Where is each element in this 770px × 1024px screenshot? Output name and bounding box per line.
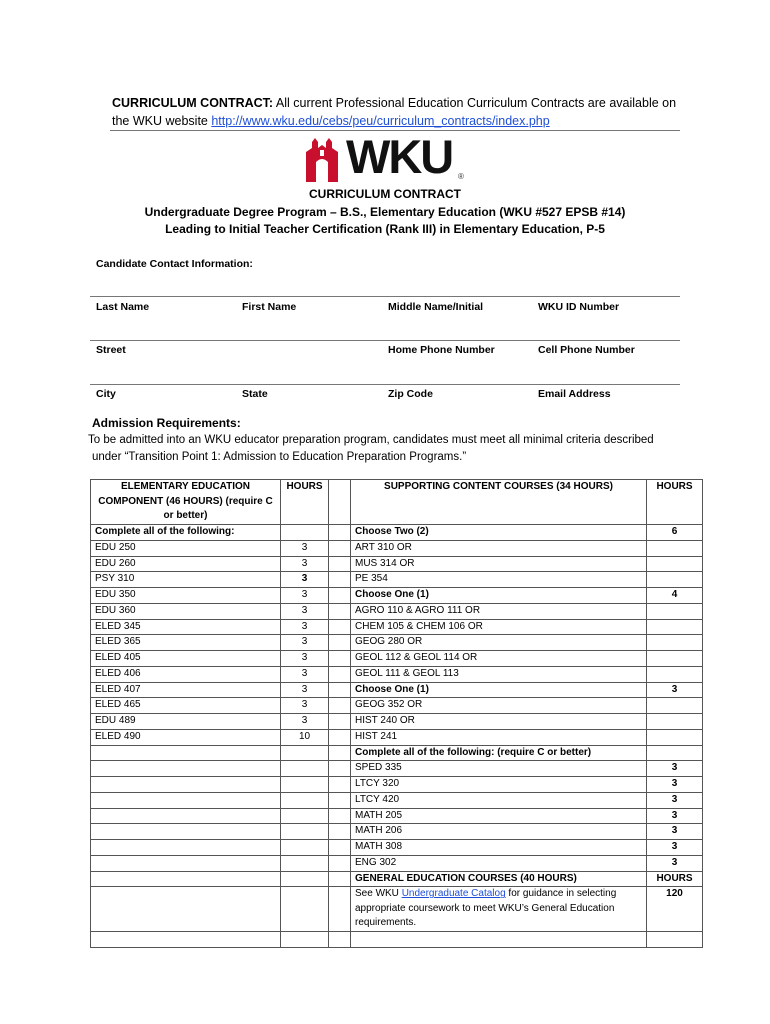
element-hours-cell <box>281 525 329 541</box>
supporting-course-cell: LTCY 420 <box>351 792 647 808</box>
spacer-cell <box>329 792 351 808</box>
supporting-course-cell: HIST 240 OR <box>351 714 647 730</box>
spacer-cell <box>329 603 351 619</box>
spacer-cell <box>329 666 351 682</box>
element-course-cell: EDU 489 <box>91 714 281 730</box>
wku-logo <box>304 130 468 183</box>
element-course-cell <box>91 745 281 761</box>
table-row <box>91 572 703 588</box>
email-label: Email Address <box>538 388 611 400</box>
supporting-content-header: SUPPORTING CONTENT COURSES (34 HOURS) <box>351 480 647 525</box>
contact-row2-line <box>90 340 680 341</box>
supporting-course-cell: Choose One (1) <box>351 682 647 698</box>
table-row <box>91 871 703 887</box>
first-name-label: First Name <box>242 301 297 313</box>
supporting-hours-cell <box>647 651 703 667</box>
element-course-cell: Complete all of the following: <box>91 525 281 541</box>
element-course-cell: ELED 405 <box>91 651 281 667</box>
element-hours-cell <box>281 761 329 777</box>
table-row <box>91 603 703 619</box>
element-course-cell: ELED 407 <box>91 682 281 698</box>
spacer-cell <box>329 698 351 714</box>
supporting-hours-cell <box>647 729 703 745</box>
element-course-cell <box>91 887 281 932</box>
table-row <box>91 855 703 871</box>
element-hours-cell <box>281 792 329 808</box>
supporting-hours-cell: 3 <box>647 840 703 856</box>
supporting-hours-cell <box>647 540 703 556</box>
element-course-cell <box>91 761 281 777</box>
element-course-cell: ELED 345 <box>91 619 281 635</box>
element-course-cell <box>91 932 281 948</box>
curriculum-contracts-link[interactable]: http://www.wku.edu/cebs/peu/curriculum_contracts/index.php <box>211 114 550 128</box>
state-label: State <box>242 388 268 400</box>
intro-label: CURRICULUM CONTRACT: <box>112 96 274 110</box>
table-row <box>91 588 703 604</box>
spacer-cell <box>329 761 351 777</box>
spacer-cell <box>329 932 351 948</box>
supporting-course-cell: Choose Two (2) <box>351 525 647 541</box>
table-header-row <box>91 480 703 525</box>
supporting-hours-cell <box>647 666 703 682</box>
admission-text-line2: under “Transition Point 1: Admission to Education Preparation Programs.” <box>92 451 467 463</box>
undergraduate-catalog-link[interactable]: Undergraduate Catalog <box>401 888 506 900</box>
element-course-cell: EDU 250 <box>91 540 281 556</box>
supporting-hours-cell: HOURS <box>647 871 703 887</box>
supporting-course-cell: PE 354 <box>351 572 647 588</box>
supporting-hours-cell: 6 <box>647 525 703 541</box>
supporting-course-cell: LTCY 320 <box>351 777 647 793</box>
spacer-cell <box>329 887 351 932</box>
intro-paragraph <box>112 94 692 130</box>
contact-row1-line <box>90 296 680 297</box>
home-phone-label: Home Phone Number <box>388 344 495 356</box>
table-row <box>91 666 703 682</box>
element-hours-cell: 3 <box>281 603 329 619</box>
element-course-cell <box>91 840 281 856</box>
element-course-cell: EDU 350 <box>91 588 281 604</box>
middle-name-label: Middle Name/Initial <box>388 301 484 313</box>
supporting-course-cell: GENERAL EDUCATION COURSES (40 HOURS) <box>351 871 647 887</box>
element-course-cell <box>91 824 281 840</box>
element-hours-cell <box>281 824 329 840</box>
element-course-cell <box>91 777 281 793</box>
supporting-course-cell: MATH 206 <box>351 824 647 840</box>
supporting-course-cell: Choose One (1) <box>351 588 647 604</box>
supporting-hours-cell: 3 <box>647 792 703 808</box>
table-row <box>91 777 703 793</box>
table-row <box>91 635 703 651</box>
supporting-hours-cell <box>647 572 703 588</box>
supporting-course-cell: CHEM 105 & CHEM 106 OR <box>351 619 647 635</box>
table-row <box>91 824 703 840</box>
right-hours-header: HOURS <box>647 480 703 525</box>
element-course-cell <box>91 855 281 871</box>
supporting-course-cell: AGRO 110 & AGRO 111 OR <box>351 603 647 619</box>
gen-ed-text-pre: See WKU <box>355 888 402 900</box>
element-course-cell: ELED 490 <box>91 729 281 745</box>
admission-text-line1: To be admitted into an WKU educator preparation program, candidates must meet all minimal criteria described <box>88 434 654 446</box>
spacer-cell <box>329 588 351 604</box>
element-course-cell: ELED 365 <box>91 635 281 651</box>
element-course-cell: PSY 310 <box>91 572 281 588</box>
element-hours-cell: 3 <box>281 714 329 730</box>
certification-title: Leading to Initial Teacher Certification (Rank III) in Elementary Education, P-5 <box>165 222 605 236</box>
supporting-hours-cell <box>647 619 703 635</box>
spacer-cell <box>329 729 351 745</box>
element-hours-cell: 3 <box>281 666 329 682</box>
gen-ed-hours-cell: 120 <box>647 887 703 932</box>
spacer-cell <box>329 745 351 761</box>
element-course-cell: ELED 465 <box>91 698 281 714</box>
element-course-cell: EDU 360 <box>91 603 281 619</box>
cell-phone-label: Cell Phone Number <box>538 344 635 356</box>
element-hours-cell <box>281 932 329 948</box>
spacer-cell <box>329 840 351 856</box>
contract-title: CURRICULUM CONTRACT <box>309 187 461 201</box>
gen-ed-row <box>91 887 703 932</box>
element-hours-cell <box>281 745 329 761</box>
supporting-course-cell: MATH 308 <box>351 840 647 856</box>
supporting-course-cell: GEOL 111 & GEOL 113 <box>351 666 647 682</box>
element-hours-cell: 3 <box>281 572 329 588</box>
supporting-hours-cell: 3 <box>647 855 703 871</box>
gen-ed-text-post: for guidance in selecting appropriate coursework to meet WKU’s General Education requirements. <box>355 888 617 929</box>
wku-cupola-icon <box>304 138 340 182</box>
last-name-label: Last Name <box>96 301 150 313</box>
table-row <box>91 932 703 948</box>
spacer-cell <box>329 651 351 667</box>
element-hours-cell <box>281 777 329 793</box>
element-course-cell: EDU 260 <box>91 556 281 572</box>
supporting-hours-cell: 3 <box>647 682 703 698</box>
table-row <box>91 540 703 556</box>
table-row <box>91 729 703 745</box>
supporting-course-cell: HIST 241 <box>351 729 647 745</box>
supporting-hours-cell <box>647 714 703 730</box>
table-row <box>91 808 703 824</box>
supporting-hours-cell <box>647 698 703 714</box>
wku-id-label: WKU ID Number <box>538 301 620 313</box>
supporting-course-cell: ENG 302 <box>351 855 647 871</box>
element-hours-cell <box>281 840 329 856</box>
supporting-course-cell: GEOL 112 & GEOL 114 OR <box>351 651 647 667</box>
spacer-cell <box>329 855 351 871</box>
spacer-cell <box>329 572 351 588</box>
element-hours-cell <box>281 887 329 932</box>
registered-mark: ® <box>458 172 464 181</box>
supporting-hours-cell <box>647 745 703 761</box>
spacer-cell <box>329 525 351 541</box>
intro-text: All current Professional Education Curriculum Contracts are available on the WKU website <box>112 96 677 128</box>
supporting-hours-cell: 3 <box>647 761 703 777</box>
elementary-education-header: ELEMENTARY EDUCATION COMPONENT (46 HOURS) (require C or better) <box>91 480 281 525</box>
wku-logo-text: WKU <box>346 130 453 183</box>
supporting-hours-cell <box>647 932 703 948</box>
contact-info-heading: Candidate Contact Information: <box>96 258 253 270</box>
supporting-course-cell: MUS 314 OR <box>351 556 647 572</box>
spacer-cell <box>329 540 351 556</box>
supporting-course-cell <box>351 932 647 948</box>
element-course-cell <box>91 792 281 808</box>
spacer-cell <box>329 714 351 730</box>
element-hours-cell: 3 <box>281 588 329 604</box>
element-course-cell: ELED 406 <box>91 666 281 682</box>
left-hours-header: HOURS <box>281 480 329 525</box>
table-row <box>91 619 703 635</box>
table-row <box>91 745 703 761</box>
spacer-cell <box>329 871 351 887</box>
spacer-cell <box>329 682 351 698</box>
zip-code-label: Zip Code <box>388 388 433 400</box>
supporting-course-cell: GEOG 352 OR <box>351 698 647 714</box>
gen-ed-guidance-cell <box>351 887 647 932</box>
course-table <box>90 479 703 948</box>
element-hours-cell <box>281 855 329 871</box>
table-row <box>91 714 703 730</box>
table-row <box>91 698 703 714</box>
supporting-hours-cell <box>647 603 703 619</box>
element-hours-cell: 3 <box>281 540 329 556</box>
supporting-course-cell: SPED 335 <box>351 761 647 777</box>
spacer-cell <box>329 777 351 793</box>
spacer-cell <box>329 480 351 525</box>
supporting-hours-cell: 3 <box>647 808 703 824</box>
element-hours-cell: 10 <box>281 729 329 745</box>
spacer-cell <box>329 808 351 824</box>
table-row <box>91 761 703 777</box>
element-hours-cell: 3 <box>281 556 329 572</box>
spacer-cell <box>329 635 351 651</box>
table-row <box>91 556 703 572</box>
element-hours-cell: 3 <box>281 619 329 635</box>
element-hours-cell: 3 <box>281 651 329 667</box>
supporting-course-cell: MATH 205 <box>351 808 647 824</box>
element-course-cell <box>91 808 281 824</box>
element-course-cell <box>91 871 281 887</box>
supporting-course-cell: Complete all of the following: (require C or better) <box>351 745 647 761</box>
element-hours-cell: 3 <box>281 682 329 698</box>
admission-heading: Admission Requirements: <box>92 416 241 430</box>
supporting-course-cell: ART 310 OR <box>351 540 647 556</box>
element-hours-cell: 3 <box>281 635 329 651</box>
degree-program-title: Undergraduate Degree Program – B.S., Elementary Education (WKU #527 EPSB #14) <box>144 205 626 219</box>
supporting-hours-cell <box>647 635 703 651</box>
supporting-hours-cell: 3 <box>647 824 703 840</box>
element-hours-cell <box>281 871 329 887</box>
contact-row3-line <box>90 384 680 385</box>
spacer-cell <box>329 824 351 840</box>
spacer-cell <box>329 556 351 572</box>
table-row <box>91 525 703 541</box>
element-hours-cell: 3 <box>281 698 329 714</box>
table-row <box>91 840 703 856</box>
supporting-course-cell: GEOG 280 OR <box>351 635 647 651</box>
table-row <box>91 792 703 808</box>
city-label: City <box>96 388 116 400</box>
supporting-hours-cell: 4 <box>647 588 703 604</box>
spacer-cell <box>329 619 351 635</box>
street-label: Street <box>96 344 126 356</box>
element-hours-cell <box>281 808 329 824</box>
supporting-hours-cell <box>647 556 703 572</box>
table-row <box>91 651 703 667</box>
table-row <box>91 682 703 698</box>
supporting-hours-cell: 3 <box>647 777 703 793</box>
